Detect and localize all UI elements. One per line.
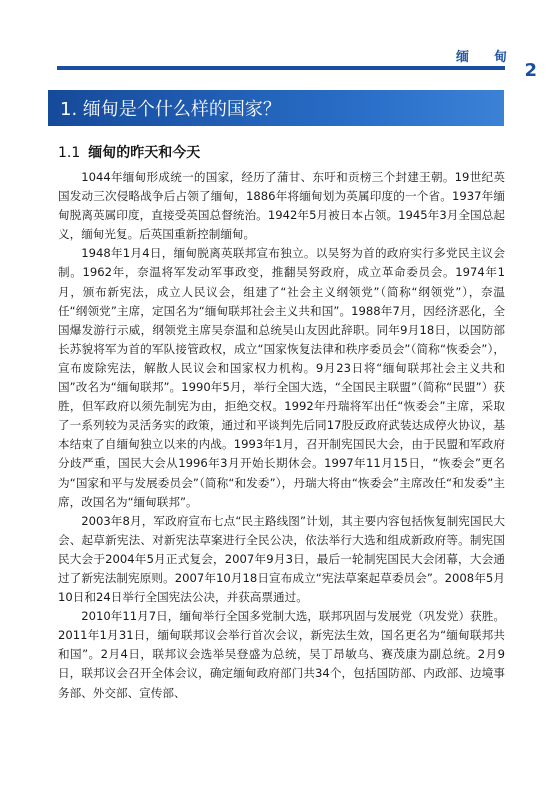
- header-rule: [57, 66, 505, 70]
- chapter-title: 1. 缅甸是个什么样的国家？: [60, 99, 281, 120]
- section-number: 1.1: [58, 145, 81, 161]
- running-title: 缅 甸: [455, 50, 513, 65]
- section-title: 缅甸的昨天和今天: [88, 145, 201, 161]
- chapter-banner: [48, 90, 504, 126]
- running-header: [0, 0, 559, 90]
- paragraph: 1948年1月4日，缅甸脱离英联邦宣布独立。以吴努为首的政府实行多党民主议会制。1962年，奈温将军发动军事政变，推翻吴努政府，成立革命委员会。1974年1月，颁布新宪法，成立人民议会，组建了“社会主义纲领党”（简称“纲领党”），奈温任“纲领党”主席，定国名为“缅甸联邦社会主义共和国”。1988年7月，因经济恶化，全国爆发游行示威，纲领党主席吴奈温和总统吴山友因此辞职。同年9月18日，以国防部长苏貌将军为首的军队接管政权，成立“国家恢复法律和秩序委员会”（简称“恢委会”），宣布废除宪法，解散人民议会和国家权力机构。9月23日将“缅甸联邦社会主义共和国”改名为“缅甸联邦”。1990年5月，举行全国大选，“全国民主联盟”（简称“民盟”）获胜，但军政府以须先制宪为由，拒绝交权。1992年丹瑞将军出任“恢委会”主席，采取了一系列较为灵活务实的政策，通过和平谈判先后同17股反政府武装达成停火协议，基本结束了自缅甸独立以来的内战。1993年1月，召开制宪国民大会，由于民盟和军政府分歧严重，国民大会从1996年3月开始长期休会。1997年11月15日，“恢委会”更名为“国家和平与发展委员会”（简称“和发委”），丹瑞大将由“恢委会”主席改任“和发委”主席，改国名为“缅甸联邦”。: [58, 246, 505, 509]
- page-number: 2: [524, 60, 537, 81]
- section-heading: [58, 142, 200, 162]
- paragraph: 2003年8月，军政府宣布七点“民主路线图”计划，其主要内容包括恢复制宪国民大会、起草新宪法、对新宪法草案进行全民公决，依法举行大选和组成新政府等。制宪国民大会于2004年5月正式复会，2007年9月3日，最后一轮制宪国民大会闭幕，大会通过了新宪法制宪原则。2007年10月18日宣布成立“宪法草案起草委员会”。2008年5月10日和24日举行全国宪法公决，并获高票通过。: [58, 513, 505, 605]
- paragraph: 1044年缅甸形成统一的国家，经历了蒲甘、东吁和贡榜三个封建王朝。19世纪英国发动三次侵略战争后占领了缅甸，1886年将缅甸划为英属印度的一个省。1937年缅甸脱离英属印度，直接受英国总督统治。1942年5月被日本占领。1945年3月全国总起义，缅甸光复。后英国重新控制缅甸。: [58, 170, 505, 242]
- paragraph: 2010年11月7日，缅甸举行全国多党制大选，联邦巩固与发展党（巩发党）获胜。2011年1月31日，缅甸联邦议会举行首次会议，新宪法生效，国名更名为“缅甸联邦共和国”。2月4日，联邦议会选举吴登盛为总统，吴丁昂敏乌、赛茂康为副总统。2月9日，联邦议会召开全体会议，确定缅甸政府部门共34个，包括国防部、内政部、边境事务部、外交部、宣传部、: [58, 609, 505, 700]
- body-text: [58, 168, 505, 703]
